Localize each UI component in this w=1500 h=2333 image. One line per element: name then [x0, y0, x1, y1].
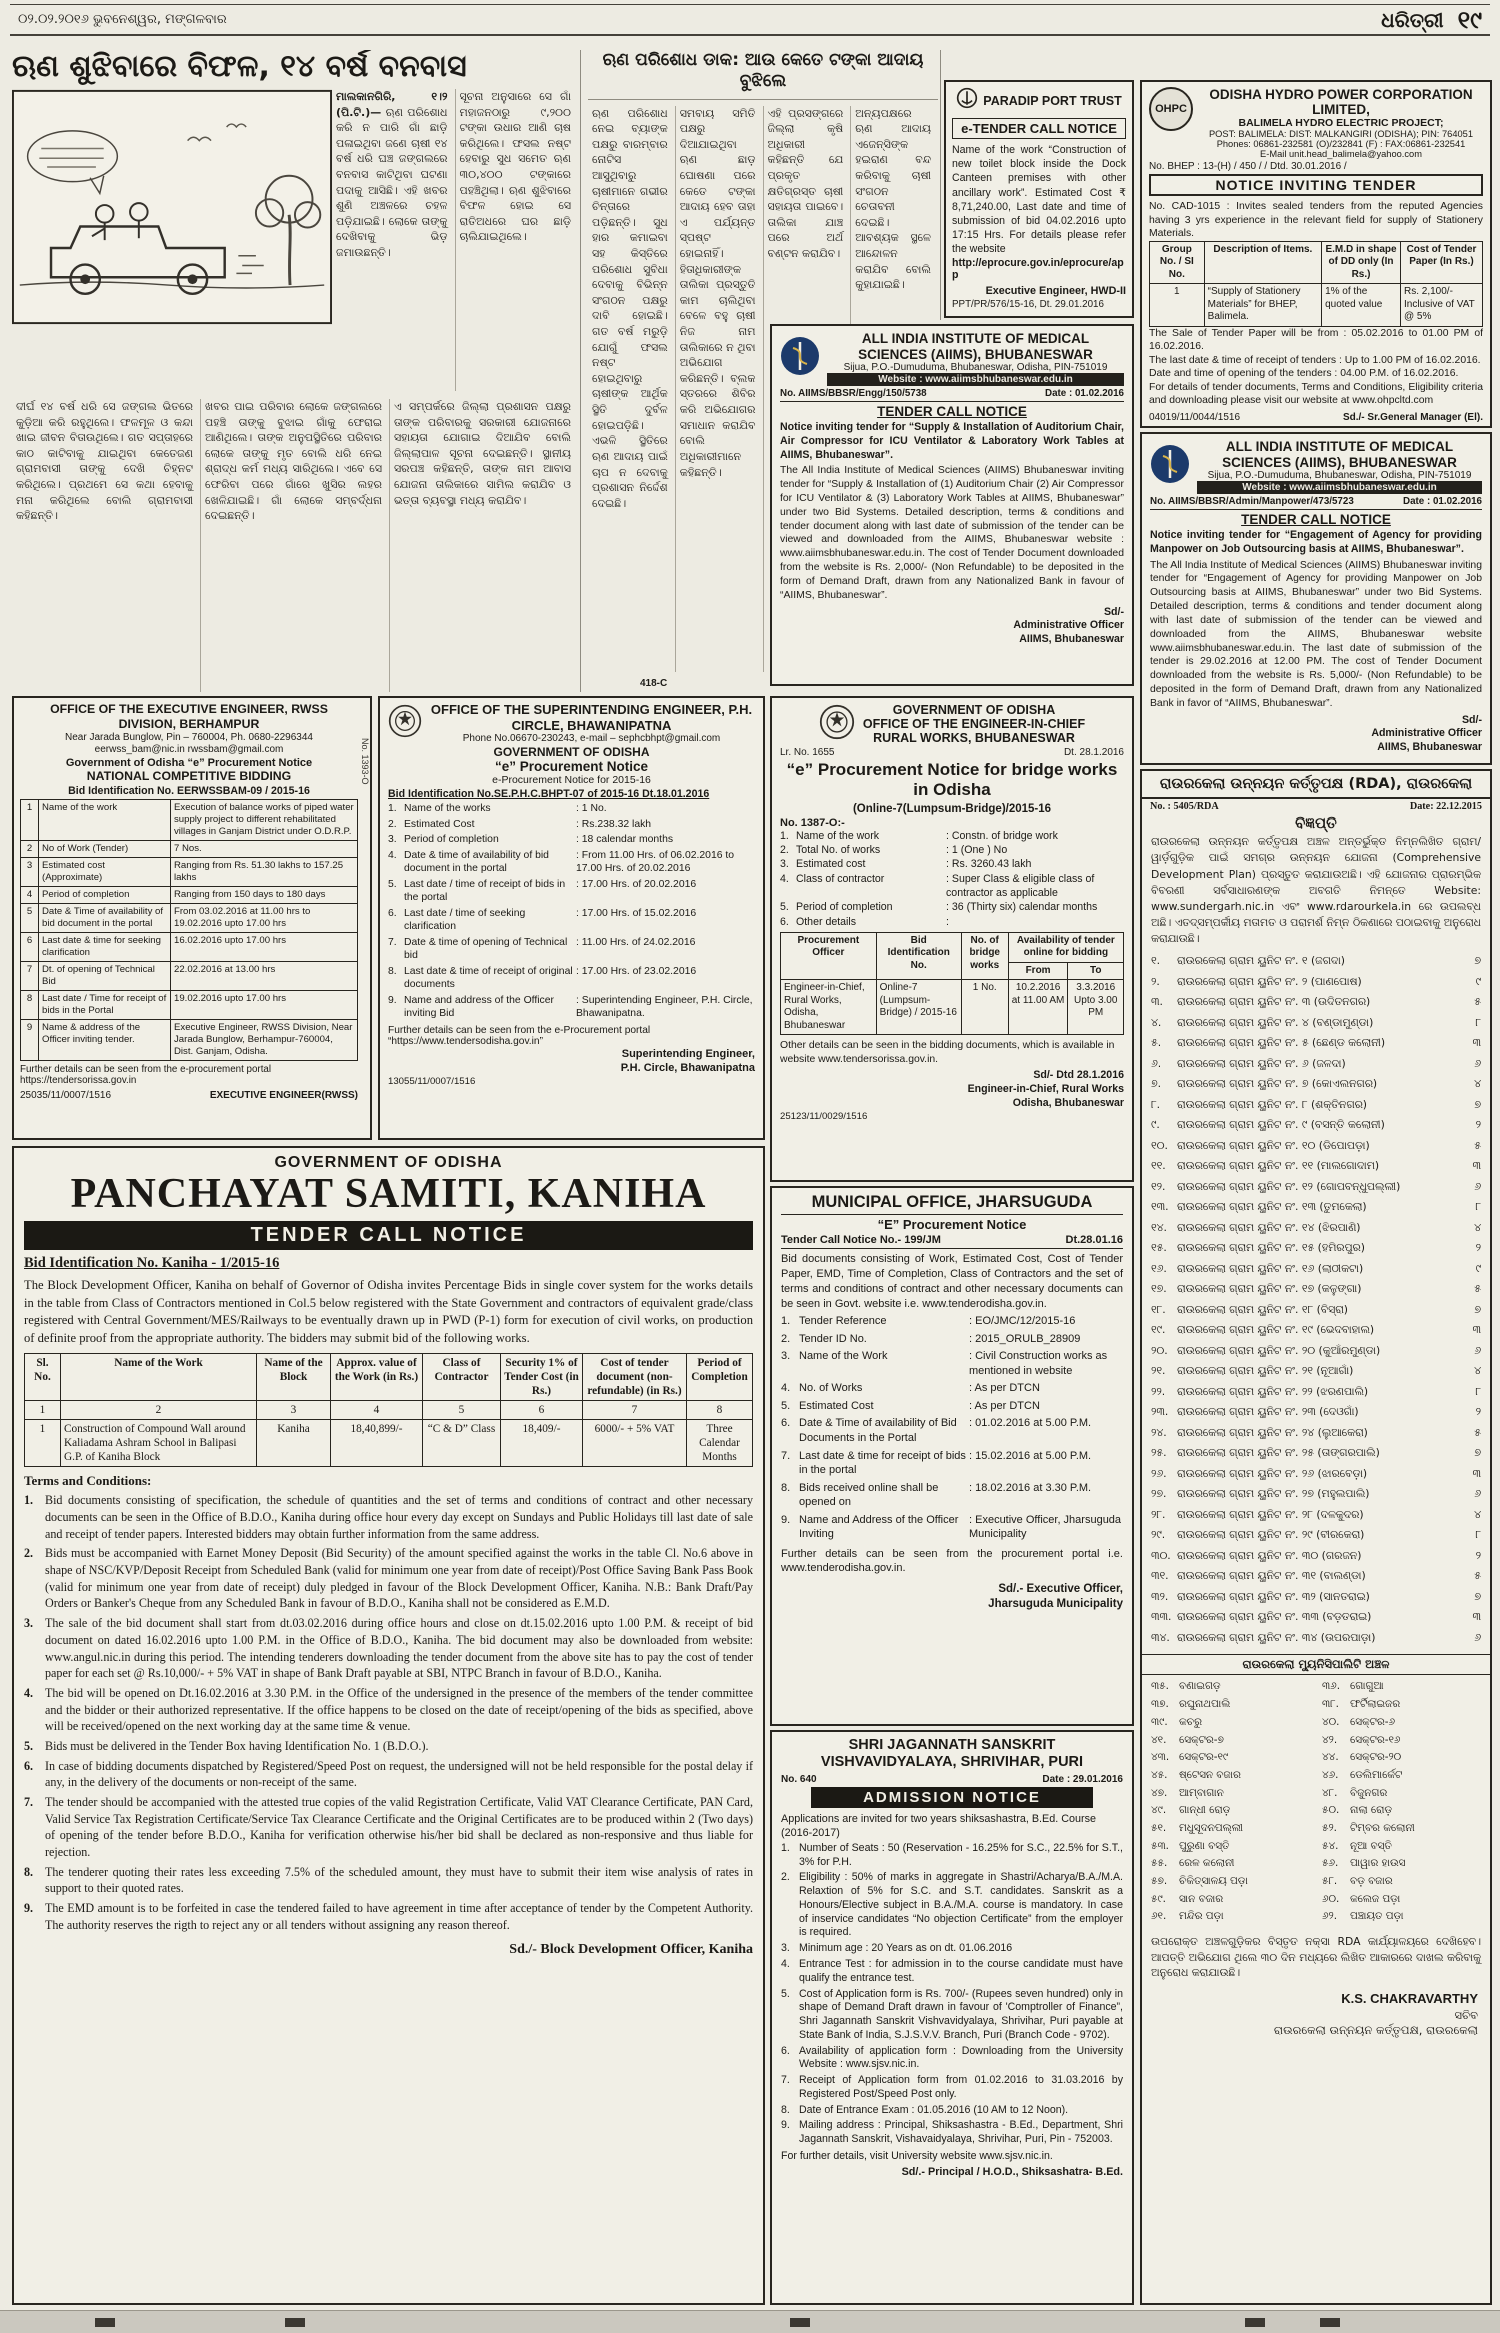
notice-body: The All India Institute of Medical Sciences (AIIMS) Bhubaneswar inviting tender for “Engagement of Agency for providing Manpower on Job Outsourcing basis at AIIMS, Bhubaneswar” under two Bid Systems. Detailed description, terms & conditions and tender document along with last date of submission of the tender can be viewed and downloaded from the AIIMS, Bhubaneswar website www.aiimsbhubaneswar.edu.in. The last date of submission of the tender is 29.02.2016 at 12.00 PM. The cost of Tender Document downloaded from the website is Rs. 5,000/- (Non Refundable) to be deposited in the form of Demand Draft, drawn from any Nationalized Bank in favor of “AIIMS, Bhubaneswar”. — [1150, 559, 1482, 709]
list-item: ୫. ରାଉରକେଲା ଗ୍ରାମ ୟୁନିଟ ନଂ. ୫ (ଛେଣ୍ଡ କଲୋନୀ) ୩ — [1151, 1036, 1481, 1050]
list-item: 3. Period of completion : 18 calendar months — [388, 834, 674, 846]
ohpc-tender-table — [1149, 241, 1483, 327]
list-item: 1. Name of the works : 1 No. — [388, 803, 607, 815]
list-item: ୨୭. ରାଉରକେଲା ଗ୍ରାମ ୟୁନିଟ ନଂ. ୨୭ (ମହୁଲପାଲି) ୬ — [1151, 1487, 1481, 1501]
notice-closing: ଉପରୋକ୍ତ ଅଞ୍ଚଳଗୁଡ଼ିକର ବିସ୍ତୃତ ନକ୍ସା RDA କାର୍ଯ୍ୟାଳୟରେ ଦେଖିହେବ। ଆପତ୍ତି ଅଭିଯୋଗ ଥିଲେ ୩୦ ଦିନ ମଧ୍ୟରେ ଲିଖିତ ଆକାରରେ ଦାଖଲ କରିବାକୁ ଅନୁରୋଧ କରାଯାଉଛି। — [1151, 1935, 1481, 1980]
notice-intro: Bid documents consisting of Work, Estimated Cost, Cost of Tender Paper, EMD, Time of Completion, Class of Contractors and the set of terms and conditions of contract and other necessary documents can be seen in Govt. website i.e. www.tenderodisha.gov.in. — [781, 1253, 1123, 1310]
list-item: 3. Estimated cost : Rs. 3260.43 lakh — [780, 858, 1032, 871]
notice-details-list — [781, 1314, 1123, 1541]
table-row: 1 “Supply of Stationery Materials” for BHEP, Balimela. 1% of the quoted value Rs. 2,100/- Inclusive of VAT @ 5% — [1150, 284, 1483, 327]
org-phone: Phone No.06670-230243, e-mail – sephcbhpt@gmail.com — [462, 733, 721, 745]
org-website: Website : www.aiimsbhubaneswar.edu.in — [1197, 481, 1482, 494]
list-item: ୧୭. ରାଉରକେଲା ଗ୍ରାମ ୟୁନିଟ ନଂ. ୧୭ (କଳୁଙ୍ଗା) ୫ — [1151, 1282, 1481, 1296]
table-row: 4 Period of completion Ranging from 150 days to 180 days — [21, 887, 358, 904]
signatory: Administrative Officer — [1371, 727, 1482, 740]
table-row: 8 Last date / Time for receipt of bids in the Portal 19.02.2016 upto 17.00 hrs — [21, 991, 358, 1020]
org-name-2: RURAL WORKS, BHUBANESWAR — [873, 731, 1075, 745]
list-item: ୫୧. ମଧୁସୂଦନପଲ୍ଲୀ — [1151, 1821, 1244, 1834]
tender-notice-ohpc — [1140, 80, 1492, 428]
list-item: ୫୪. ନୂଆ ବସ୍ତି — [1322, 1839, 1392, 1852]
org-name: ରାଉରକେଲା ଉନ୍ନୟନ କର୍ତ୍ତୃପକ୍ଷ (RDA), ରାଉରକେଲା — [1142, 771, 1490, 799]
list-item: ୧୮. ରାଉରକେଲା ଗ୍ରାମ ୟୁନିଟ ନଂ. ୧୮ (ବିସ୍ରା) ୭ — [1151, 1302, 1481, 1316]
notice-title: “E” Procurement Notice — [877, 1217, 1027, 1232]
table-number-row: 1 2 3 4 5 6 7 8 — [25, 1400, 753, 1419]
notice-date: Dt. 28.1.2016 — [1063, 747, 1124, 758]
list-item: 3. Minimum age : 20 Years as on dt. 01.06.2016 — [781, 1942, 1013, 1955]
org-name: ALL INDIA INSTITUTE OF MEDICAL SCIENCES (AIIMS), BHUBANESWAR — [1222, 439, 1457, 470]
list-item: ୨୦. ରାଉରକେଲା ଗ୍ରାମ ୟୁନିଟ ନଂ. ୨୦ (କୁଆଁରମୁଣ୍ଡା) ୬ — [1151, 1343, 1481, 1357]
list-item: ୩୦. ରାଉରକେଲା ଗ୍ରାମ ୟୁନିଟ ନଂ. ୩୦ (ଗରଜନ) ୨ — [1151, 1548, 1481, 1562]
notice-title: e-TENDER CALL NOTICE — [952, 118, 1126, 139]
list-item: ୫୭. ଚିକିତ୍ସାଳୟ ପଡ଼ା — [1151, 1875, 1248, 1887]
signatory: Sd./- Block Development Officer, Kaniha — [509, 1941, 753, 1957]
list-item: 3. The sale of the bid document shall start from dt.03.02.2016 during office hours and close on dt.15.02.2016 upto 1.00 P.M. & receipt of bid document on dated 16.02.2016 upto 1.00 P.M. in the Office of B.D.O., Kaniha. The bid document may also be downloaded from website: www.angul.nic.in during this period. The intending tenderers downloading the tender document from the above site has to pay the cost of tender paper for each set @ Rs.10,000/- + 5% VAT in shape of Bank Draft payable at SBI, NTPC Branch in favour of B.D.O., Kaniha. — [24, 1616, 753, 1681]
list-item: 1. Number of Seats : 50 (Reservation - 16.25% for S.C., 22.5% for S.T., 3% for P.H. — [781, 1841, 1123, 1868]
list-item: ୫୨. ଟିମ୍ବର କଲୋନୀ — [1322, 1821, 1415, 1834]
list-item: ୬. ରାଉରକେଲା ଗ୍ରାମ ୟୁନିଟ ନଂ. ୬ (ଜଳଦା) ୬ — [1151, 1056, 1481, 1070]
list-item: ୩୨. ରାଉରକେଲା ଗ୍ରାମ ୟୁନିଟ ନଂ. ୩୨ (ସାନତରାଇ) ୭ — [1151, 1589, 1481, 1603]
notice-intro: No. CAD-1015 : Invites sealed tenders from the reputed Agencies having 3 yrs experience in the relevant field for supply of Stationery Materials. — [1149, 201, 1483, 240]
press-code: 13055/11/0007/1516 — [388, 1075, 476, 1087]
letter-number: Lr. No. 1655 — [780, 747, 835, 758]
org-name: SHRI JAGANNATH SANSKRIT VISHVAVIDYALAYA, SHRIVIHAR, PURI — [820, 1737, 1084, 1771]
signatory-org: P.H. Circle, Bhawanipatna — [620, 1062, 755, 1075]
article-column: ଋଣ ପରିଶୋଧ ନେଇ ବ୍ୟାଙ୍କ ପକ୍ଷରୁ ବାରମ୍ବାର ନୋଟିସ ଆସୁଥିବାରୁ ଚାଷୀମାନେ ଗଭୀର ଚିନ୍ତାରେ ପଡ଼ିଛନ୍ତି। ସୁଧ ହାର କମାଇବା ସହ କିସ୍ତିରେ ପରିଶୋଧ ସୁବିଧା ଦେବାକୁ ବିଭିନ୍ନ ସଂଗଠନ ପକ୍ଷରୁ ଦାବି ହୋଇଛି। ଗତ ବର୍ଷ ମରୁଡ଼ି ଯୋଗୁଁ ଫସଲ ନଷ୍ଟ ହୋଇଥିବାରୁ ଚାଷୀଙ୍କ ଆର୍ଥିକ ସ୍ଥିତି ଦୁର୍ବଳ ହୋଇପଡ଼ିଛି। ଏଭଳି ସ୍ଥିତିରେ ଋଣ ଆଦାୟ ପାଇଁ ଚାପ ନ ଦେବାକୁ ପ୍ରଶାସନ ନିର୍ଦ୍ଦେଶ ଦେଇଛି। — [588, 106, 676, 672]
admission-notice-sanskrit-university — [770, 1730, 1134, 2305]
org-address: Sijua, P.O.-Dumuduma, Bhubaneswar, Odisha, PIN-751019 — [1207, 470, 1472, 482]
press-code: 25035/11/0007/1516 — [20, 1089, 112, 1101]
signatory-org: AIIMS, Bhubaneswar — [1019, 633, 1124, 646]
article-column: ଖବର ପାଇ ପରିବାର ଲୋକେ ଜଙ୍ଗଲରେ ପହଞ୍ଚି ତାଙ୍କୁ ବୁଝାଇ ଗାଁକୁ ଫେରାଇ ଆଣିଥିଲେ। ତାଙ୍କ ଅନୁପସ୍ଥିତିରେ ପରିବାର ଲୋକେ ତାଙ୍କୁ ମୃତ ବୋଲି ଧରି ନେଇ ଶ୍ରାଦ୍ଧ କର୍ମ ମଧ୍ୟ ସାରିଥିଲେ। ଏବେ ସେ ଫେରିବା ପରେ ଗାଁରେ ଖୁସିର ଲହର ଖେଳିଯାଇଛି। ଗାଁ ଲୋକେ ସମ୍ବର୍ଦ୍ଧନା ଦେଇଛନ୍ତି। — [201, 399, 390, 692]
org-name: PANCHAYAT SAMITI, KANIHA — [70, 1171, 707, 1217]
org-address: Sijua, P.O.-Dumuduma, Bhubaneswar, Odisha, PIN-751019 — [843, 362, 1108, 374]
tender-notice-jharsuguda — [770, 1186, 1134, 1726]
reference-number: No. AIIMS/BBSR/Admin/Manpower/473/5723 — [1150, 496, 1354, 508]
list-item: ୩. ରାଉରକେଲା ଗ୍ରାମ ୟୁନିଟ ନଂ. ୩ (ଉଦିତନଗର) ୫ — [1151, 995, 1481, 1009]
bid-identification: Bid Identification No. EERWSSBAM-09 / 2015-16 — [68, 785, 310, 798]
signatory-org: Odisha, Bhubaneswar — [1012, 1096, 1124, 1109]
signatory: Engineer-in-Chief, Rural Works — [967, 1083, 1124, 1096]
list-item: ୪୨. ସେକ୍ଟର-୧୬ — [1322, 1733, 1401, 1746]
org-phones: Phones: 06861-232581 (O)/232841 (F) : FAX:06861-232541 — [1216, 139, 1466, 149]
project-name: BALIMELA HYDRO ELECTRIC PROJECT; — [1238, 117, 1444, 129]
masthead-date: ୦୨.୦୨.୨୦୧୬ ଭୁବନେଶ୍ୱର, ମଙ୍ଗଳବାର — [18, 12, 227, 27]
list-item: 6. In case of bidding documents dispatched by Registered/Speed Post on request, the undersigned will not be held responsible for the postal delay if any, in the delivery of the documents or non-receipt of the same. — [24, 1758, 753, 1790]
table-row: 1 Construction of Compound Wall around Kaliadama Ashram School in Balipasi G.P. of Kaniha Block Kaniha 18,40,899/- “C & D” Class 18,409/- 6000/- + 5% VAT Three Calendar Months — [25, 1420, 753, 1467]
notice-title: ADMISSION NOTICE — [811, 1787, 1093, 1808]
portal-note: Further details can be seen from the e-Procurement portal “https://www.tendersodisha.gov.in” — [388, 1024, 651, 1047]
list-item: ୪୬. ଡେଲିମାର୍କେଟ — [1322, 1768, 1403, 1781]
org-name: MUNICIPAL OFFICE, JHARSUGUDA — [781, 1193, 1123, 1215]
table-header-row-2: From To — [781, 962, 1124, 980]
other-details-note: Other details can be seen in the bidding documents, which is available in website www.tendersorissa.gov.in. — [780, 1040, 1115, 1065]
list-item: ୧୨. ରାଉରକେଲା ଗ୍ରାମ ୟୁନିଟ ନଂ. ୧୨ (ଗୋପବନ୍ଧୁପଲ୍ଲୀ) ୬ — [1151, 1179, 1481, 1193]
terms-title: Terms and Conditions: — [24, 1473, 152, 1489]
tender-notice-aiims-manpower — [1140, 432, 1492, 765]
reference-number: No. 640 — [781, 1773, 817, 1785]
notice-subject: Notice inviting tender for “Engagement of Agency for providing Manpower on Job Outsourcing basis at AIIMS, Bhubaneswar”. — [1150, 529, 1482, 555]
notice-subtitle: (Online-7(Lumpsum-Bridge)/2015-16 — [852, 802, 1052, 815]
press-code: 25123/11/0029/1516 — [780, 1110, 868, 1122]
reference-number: No. : 5405/RDA — [1150, 801, 1219, 813]
signatory: Superintending Engineer, — [621, 1047, 755, 1060]
list-item: 6. Last date / time of seeking clarification : 17.00 Hrs. of 15.02.2016 — [388, 907, 697, 933]
org-address: Near Jarada Bunglow, Pin – 760004, Ph. 0680-2296344 — [65, 731, 313, 743]
list-item: ୧୬. ରାଉରକେଲା ଗ୍ରାମ ୟୁନିଟ ନଂ. ୧୬ (ଲାଠୀକଟା) ୯ — [1151, 1261, 1481, 1275]
rwss-details-table — [20, 799, 358, 1061]
reference-number: PPT/PR/576/15-16, Dt. 29.01.2016 — [952, 298, 1104, 310]
details-note: For details of tender documents, Terms and Conditions, Eligibility criteria and downloading please visit our website at www.ohpcltd.com — [1149, 381, 1483, 407]
list-item: ୧୫. ରାଉରକେଲା ଗ୍ରାମ ୟୁନିଟ ନଂ. ୧୫ (ହମିରପୁର) ୨ — [1151, 1241, 1481, 1255]
notice-number: No. 1387-O:- — [780, 816, 845, 829]
terms-list — [24, 1492, 753, 1933]
list-item: ୪୪. ସେକ୍ଟର-୨୦ — [1322, 1751, 1402, 1764]
list-item: ୮. ରାଉରକେଲା ଗ୍ରାମ ୟୁନିଟ ନଂ. ୮ (ଶକ୍ତିନଗର) ୭ — [1151, 1097, 1481, 1111]
org-name: OFFICE OF THE SUPERINTENDING ENGINEER, P.H. CIRCLE, BHAWANIPATNA — [430, 702, 753, 733]
list-item: ୩୬. ଗୋଗୁଆ — [1322, 1680, 1384, 1693]
list-item: 5. Estimated Cost : As per DTCN — [781, 1399, 1040, 1412]
list-item: ୨୯. ରାଉରକେଲା ଗ୍ରାମ ୟୁନିଟ ନଂ. ୨୯ (ବୀରକେରା) ୮ — [1151, 1528, 1481, 1542]
signatory: Sd./- Sr.General Manager (El). — [1342, 411, 1483, 423]
admission-details-list — [781, 1842, 1123, 2147]
list-item: 2. Tender ID No. : 2015_ORULB_28909 — [781, 1332, 1081, 1345]
list-item: 7. Receipt of Application form from 01.02.2016 to 31.03.2016 by Registered Post/Speed Post only. — [781, 2074, 1123, 2100]
list-item: 2. Estimated Cost : Rs.238.32 lakh — [388, 818, 652, 830]
list-item: 5. Last date / time of receipt of bids in the portal : 17.00 Hrs. of 20.02.2016 — [388, 878, 697, 904]
page-edge-strip — [0, 2310, 1500, 2333]
table-header-row: Group No. / SI No. Description of Items. E.M.D in shape of DD only (In Rs.) Cost of Tender Paper (In Rs.) — [1150, 241, 1483, 284]
signatory-title: ସଚିବ — [1454, 2007, 1478, 2022]
article-column — [332, 89, 456, 391]
list-item: 8. Last date & time of receipt of original documents : 17.00 Hrs. of 23.02.2016 — [388, 965, 697, 991]
gov-line: Government of Odisha “e” Procurement Notice — [65, 756, 313, 769]
list-item: 1. Bid documents consisting of specification, the schedule of quantities and the set of terms and conditions of contract and other necessary documents can be seen in the Office of B.D.O., Kaniha during office hour every day except on Sundays and Public Holidays till last date of sale and receipt of tender papers. Interested bidders may obtain further information from the same address. — [24, 1493, 753, 1541]
ad-code: 418-C — [640, 678, 668, 689]
list-item: ୫୮. ବଡ଼ ବଜାର — [1322, 1875, 1393, 1887]
column-rule — [940, 50, 941, 320]
org-name: OFFICE OF THE ENGINEER-IN-CHIEF — [862, 717, 1086, 731]
notice-details-list — [388, 802, 755, 1021]
notice-intro: The Block Development Officer, Kaniha on behalf of Governor of Odisha invites Percentage Bids in single cover system for the works details in the table from Class of Contractors mentioned in Col.5 below registered with the State Government and contractors of equivalent grade/class registered with Central Government/MES/Railways to be eventually drawn up in PWD (P-1) form for execution of civil works, on production of definite proof from the appropriate authority. The bidders may submit bid of the following works. — [24, 1278, 753, 1345]
press-code: 04019/11/0044/1516 — [1149, 411, 1241, 423]
list-item: 9. Name and Address of the Officer Inviting : Executive Officer, Jharsuguda Municipality — [781, 1513, 1122, 1541]
list-item: ୨୨. ରାଉରକେଲା ଗ୍ରାମ ୟୁନିଟ ନଂ. ୨୨ (ଝରଣପାଲି) ୮ — [1151, 1384, 1481, 1398]
website-url: http://eprocure.gov.in/eprocure/app — [952, 256, 1124, 281]
list-item: ୧୦. ରାଉରକେଲା ଗ୍ରାମ ୟୁନିଟ ନଂ. ୧୦ (ଡିପୋପଡ଼ା) ୫ — [1151, 1138, 1481, 1152]
list-item: ୨୮. ରାଉରକେଲା ଗ୍ରାମ ୟୁନିଟ ନଂ. ୨୮ (ଦଳକୁଦର) ୪ — [1151, 1507, 1481, 1521]
org-email: E-Mail unit.head_balimela@yahoo.com — [1260, 149, 1422, 159]
org-name: ALL INDIA INSTITUTE OF MEDICAL SCIENCES (AIIMS), BHUBANESWAR — [858, 331, 1093, 362]
paradip-port-logo — [956, 87, 978, 114]
list-item: 9. Name and address of the Officer inviting Bid : Superintending Engineer, P.H. Circle, Bhawanipatna. — [388, 994, 753, 1020]
list-item: ୪୩. ସେକ୍ଟର-୧୯ — [1151, 1751, 1229, 1764]
list-item: ୪୭. ଆମ୍ବାଗାନ — [1151, 1786, 1224, 1799]
notice-closing: For further details, visit University website www.sjsv.nic.in. — [781, 2149, 1053, 2162]
list-item: ୨. ରାଉରକେଲା ଗ୍ରାମ ୟୁନିଟ ନଂ. ୨ (ପାଣପୋଷ) ୯ — [1151, 974, 1481, 988]
list-item: ୬୨. ପଞ୍ଚାୟତ ପଡ଼ା — [1322, 1910, 1404, 1923]
article-column: ସମବାୟ ସମିତି ପକ୍ଷରୁ ଦିଆଯାଇଥିବା ଋଣ ଛାଡ଼ ଘୋଷଣା ପରେ କେତେ ଟଙ୍କା ଆଦାୟ ହେବ ତାହା ଏ ପର୍ଯ୍ୟନ୍ତ ସ୍ପଷ୍ଟ ହୋଇନାହିଁ। ହିତାଧିକାରୀଙ୍କ ତାଲିକା ପ୍ରସ୍ତୁତି କାମ ଚାଲିଥିବା ବେଳେ ବହୁ ଚାଷୀ ନିଜ ନାମ ତାଲିକାରେ ନ ଥିବା ଅଭିଯୋଗ କରିଛନ୍ତି। ବ୍ଲକ ସ୍ତରରେ ଶିବିର କରି ଅଭିଯୋଗର ସମାଧାନ କରାଯିବ ବୋଲି ଅଧିକାରୀମାନେ କହିଛନ୍ତି। — [676, 106, 764, 672]
list-item: 4. The bid will be opened on Dt.16.02.2016 at 3.30 P.M. in the Office of the undersigned in the presence of the members of the tender committee and the bidder or their authorized representative. If the office happens to be closed on the date of receipt/opening of the bids as specified, above will be received/opened on the next working day at the same time & venue. — [24, 1685, 753, 1734]
notice-intro: ରାଉରକେଲା ଉନ୍ନୟନ କର୍ତ୍ତୃପକ୍ଷ ଅଞ୍ଚଳ ଅନ୍ତର୍ଭୁକ୍ତ ନିମ୍ନଲିଖିତ ଗ୍ରାମ/ୱାର୍ଡ଼ଗୁଡ଼ିକ ପାଇଁ ସମଗ୍ର ଉନ୍ନୟନ ଯୋଜନା (Comprehensive Development Plan) ପ୍ରସ୍ତୁତ କରାଯାଉଅଛି। ଏହି ଯୋଜନାର ପ୍ରାରମ୍ଭିକ ବିବରଣୀ ସର୍ବସାଧାରଣଙ୍କ ଅବଗତି ନିମନ୍ତେ Website: www.sundergarh.nic.in ଏବଂ www.rdarourkela.in ରେ ଉପଲବ୍ଧ ଅଛି। ଏତଦ୍‌ସମ୍ପର୍କୀୟ ମତାମତ ଓ ପରାମର୍ଶ ନିମ୍ନ ଠିକଣାରେ ପଠାଇବାକୁ ଅନୁରୋଧ କରାଯାଉଛି। — [1151, 835, 1481, 946]
cartoon-illustration — [12, 89, 332, 391]
sublist-title: ରାଉରକେଲା ମ୍ୟୁନିସିପାଲିଟି ଅଞ୍ଚଳ — [1142, 1654, 1490, 1675]
tender-call-number: Tender Call Notice No.- 199/JM — [781, 1234, 941, 1246]
portal-note: Further details can be seen from the procurement portal i.e. www.tenderodisha.gov.in. — [781, 1547, 1123, 1575]
signatory-name: K.S. CHAKRAVARTHY — [1341, 1990, 1478, 2006]
list-item: 9. The EMD amount is to be forfeited in case the tendered failed to have agreement in time after acceptance of tender by the Competent Authority. The authority reserves the rigth to reject any or all tenders without assigning any reason thereof. — [24, 1901, 753, 1932]
list-item: ୨୪. ରାଉରକେଲା ଗ୍ରାମ ୟୁନିଟ ନଂ. ୨୪ (ଲୁଆକେରା) ୫ — [1151, 1425, 1481, 1439]
list-item: 4. Class of contractor : Super Class & eligible class of contractor as applicable — [780, 872, 1095, 899]
list-item: ୭. ରାଉରକେଲା ଗ୍ରାମ ୟୁନିଟ ନଂ. ୭ (କୋଏଲନଗର) ୪ — [1151, 1077, 1481, 1091]
article-loan-exile — [12, 50, 578, 692]
list-item: 3. Name of the Work : Civil Construction works as mentioned in website — [781, 1350, 1108, 1377]
signatory-org: Jharsuguda Municipality — [988, 1598, 1123, 1611]
list-item: 6. Availability of application form : Downloading from the University Website : www.sjsv.nic.in. — [781, 2044, 1123, 2071]
org-email: eerwss_bam@nic.in rwssbam@gmail.com — [94, 744, 284, 755]
list-item: ୪. ରାଉରକେଲା ଗ୍ରାମ ୟୁନିଟ ନଂ. ୪ (ବଣ୍ଡାମୁଣ୍ଡା) ୮ — [1151, 1015, 1481, 1029]
column-rule — [580, 50, 581, 692]
notice-title: TENDER CALL NOTICE — [24, 1221, 753, 1250]
list-item: 1. Tender Reference : EO/JMC/12/2015-16 — [781, 1315, 1076, 1328]
list-item: ୪୮. ବିଜୁନଗର — [1322, 1786, 1388, 1799]
table-row: 5 Date & Time of availability of bid document in the portal From 03.02.2016 at 11.00 hrs to 19.02.2016 upto 17.00 hrs — [21, 904, 358, 933]
list-item: ୪୫. ଷ୍ଟେସନ ବଜାର — [1151, 1768, 1241, 1781]
notice-title: TENDER CALL NOTICE — [877, 404, 1027, 420]
list-item: 2. Total No. of works : 1 (One ) No — [780, 844, 1008, 857]
portal-note: Further details can be seen from the e-procurement portal https://tendersorissa.gov.in — [20, 1063, 272, 1086]
notice-title: TENDER CALL NOTICE — [1241, 512, 1391, 528]
list-item: ୨୫. ରାଉରକେଲା ଗ୍ରାମ ୟୁନିଟ ନଂ. ୨୫ (ତାଙ୍ଗରପାଲି) ୭ — [1151, 1446, 1481, 1460]
tender-notice-ph-circle — [378, 696, 765, 1140]
odisha-seal-icon — [388, 704, 422, 743]
bid-identification: Bid Identification No. Kaniha - 1/2015-16 — [24, 1255, 280, 1272]
list-item: ୩୭. ରଘୁନାଥପାଲି — [1151, 1698, 1231, 1711]
list-item: ୧୯. ରାଉରକେଲା ଗ୍ରାମ ୟୁନିଟ ନଂ. ୧୯ (ଭେଦବାହାଲ) ୩ — [1151, 1323, 1481, 1337]
table-row: Engineer-in-Chief, Rural Works, Odisha, Bhubaneswar Online-7 (Lumpsum-Bridge) / 2015-16 1 No. 10.2.2016 at 11.00 AM 3.3.2016 Upto 3.00 PM — [781, 980, 1124, 1035]
org-name: PARADIP PORT TRUST — [983, 93, 1122, 108]
list-item: 5. Period of completion : 36 (Thirty six) calendar months — [780, 901, 1098, 914]
notice-subtitle: e-Procurement Notice for 2015-16 — [492, 774, 651, 787]
list-item: ୧୩. ରାଉରକେଲା ଗ୍ରାମ ୟୁନିଟ ନଂ. ୧୩ (ତୁମକେଲା) ୮ — [1151, 1200, 1481, 1214]
tender-notice-aiims-equipment — [770, 324, 1134, 686]
list-item: 9. Mailing address : Principal, Shiksashastra - B.Ed., Department, Shri Jagannath Sanskrit, Vishavaidyalaya, Shrivihar, Puri, Pin - 752003. — [781, 2119, 1123, 2146]
notice-date: Date : 29.01.2016 — [1042, 1773, 1123, 1785]
list-item: ୩୮. ଫର୍ଟିଲାଇଜର — [1322, 1698, 1401, 1711]
bidding-type: NATIONAL COMPETITIVE BIDDING — [86, 768, 292, 783]
aiims-logo — [780, 336, 820, 381]
org-website: Website : www.aiimsbhubaneswar.edu.in — [827, 373, 1124, 386]
kaniha-works-table — [24, 1353, 753, 1468]
list-item: 6. Other details : — [780, 915, 949, 928]
signatory-org: AIIMS, Bhubaneswar — [1377, 741, 1482, 754]
list-item: 8. The tenderer quoting their rates less exceeding 7.5% of the scheduled amount, they must have to submit their item wise analysis of rates in support to their quoted rates. — [24, 1864, 753, 1896]
article-column: ଦୀର୍ଘ ୧୪ ବର୍ଷ ଧରି ସେ ଜଙ୍ଗଲ ଭିତରେ କୁଡ଼ିଆ କରି ରହୁଥିଲେ। ଫଳମୂଳ ଓ କନ୍ଦା ଖାଇ ଜୀବନ ବିତାଉଥିଲେ। ଗତ ସପ୍ତାହରେ କାଠ କାଟିବାକୁ ଯାଇଥିବା କେତେଜଣ ଗ୍ରାମବାସୀ ତାଙ୍କୁ ଦେଖି ଚିହ୍ନଟ କରିଥିଲେ। ପ୍ରଥମେ ସେ କଥା ହେବାକୁ ମନା କରିଥିଲେ ବୋଲି ଗ୍ରାମବାସୀ କହିଛନ୍ତି। — [12, 399, 201, 692]
list-item: ୧୧. ରାଉରକେଲା ଗ୍ରାମ ୟୁନିଟ ନଂ. ୧୧ (ମାଲଗୋଦାମ) ୩ — [1151, 1159, 1481, 1173]
gov-line: GOVERNMENT OF ODISHA — [493, 745, 650, 760]
list-item: ୯. ରାଉରକେଲା ଗ୍ରାମ ୟୁନିଟ ନଂ. ୯ (ବସନ୍ତି କଲୋନୀ) ୨ — [1151, 1118, 1481, 1132]
table-header-row: Sl. No. Name of the Work Name of the Block Approx. value of the Work (in Rs.) Class of Contractor Security 1% of Tender Cost (in Rs.) Cost of tender document (non-refundable) (in Rs.) Period of Completion — [25, 1353, 753, 1400]
notice-title: NOTICE INVITING TENDER — [1149, 174, 1483, 196]
article-dateline: ମାଲକାନଗିରି, ୧।୨ (ପି.ଟି.)— — [336, 90, 448, 119]
notice-intro: Applications are invited for two years shiksashastra, B.Ed. Course (2016-2017) — [781, 1812, 1097, 1839]
article-column: ଅନ୍ୟପକ୍ଷରେ ଋଣ ଆଦାୟ ଏଜେନ୍ସିଙ୍କ ହଇରାଣ ବନ୍ଦ କରିବାକୁ ଚାଷୀ ସଂଗଠନ ଚେତାବନୀ ଦେଇଛି। ଆବଶ୍ୟକ ସ୍ଥଳେ ଆନ୍ଦୋଳନ କରାଯିବ ବୋଲି କୁହାଯାଇଛି। — [855, 106, 931, 292]
locality-list — [1142, 951, 1490, 1648]
bridge-tender-table — [780, 932, 1124, 1036]
odisha-seal-icon — [819, 704, 855, 745]
table-row: 9 Name & address of the Officer inviting tender. Executive Engineer, RWSS Division, Near Jarada Bunglow, Berhampur-760004, Dist. Ganjam, Odisha. — [21, 1020, 358, 1061]
notice-date: Date : 01.02.2016 — [1403, 496, 1482, 508]
table-row: 7 Dt. of opening of Technical Bid 22.02.2016 at 13.00 hrs — [21, 962, 358, 991]
list-item: ୩୧. ରାଉରକେଲା ଗ୍ରାମ ୟୁନିଟ ନଂ. ୩୧ (ବାଲଣ୍ଡା) ୫ — [1151, 1569, 1481, 1583]
article-headline: ଋଣ ଶୁଝିବାରେ ବିଫଳ, ୧୪ ବର୍ଷ ବନବାସ — [12, 50, 467, 84]
org-address: POST: BALIMELA: DIST: MALKANGIRI (ODISHA); PIN: 764051 — [1208, 129, 1473, 139]
list-item: ୩୯. କଚରୁ — [1151, 1715, 1202, 1728]
list-item: ୫୫. ରେଳ କଲୋନୀ — [1151, 1857, 1235, 1870]
list-item: 6. Date & Time of availability of Bid Documents in the Portal : 01.02.2016 at 5.00 P.M. — [781, 1417, 1092, 1444]
last-date: The last date & time of receipt of tenders : Up to 1.00 PM of 16.02.2016. — [1149, 354, 1481, 366]
column-code: No. 1393-O — [360, 738, 370, 785]
reference-number: No. AIIMS/BBSR/Engg/150/5738 — [780, 388, 927, 400]
list-item: 4. Entrance Test : for admission in to the course candidate must have qualify the entrance test. — [781, 1957, 1123, 1984]
tender-notice-rwss-berhampur — [12, 696, 372, 1140]
signatory: EXECUTIVE ENGINEER(RWSS) — [209, 1089, 358, 1101]
signatory: Executive Engineer, HWD-II — [985, 284, 1126, 297]
article-column: ଏହି ପ୍ରସଙ୍ଗରେ ଜିଲ୍ଲା କୃଷି ଅଧିକାରୀ କହିଛନ୍ତି ଯେ ପ୍ରକୃତ କ୍ଷତିଗ୍ରସ୍ତ ଚାଷୀ ସହାୟତା ପାଇବେ। ତାଲିକା ଯାଞ୍ଚ ପରେ ଅର୍ଥ ବଣ୍ଟନ କରାଯିବ। — [764, 106, 852, 326]
list-item: ୫୦. ନାଲା ରୋଡ଼ — [1322, 1804, 1393, 1817]
table-row: 2 No of Work (Tender) 7 Nos. — [21, 841, 358, 858]
signatory: Sd/.- Principal / H.O.D., Shiksashatra- B.Ed. — [901, 2165, 1123, 2178]
table-row: 3 Estimated cost (Approximate) Ranging from Rs. 51.30 lakhs to 157.25 lakhs — [21, 858, 358, 887]
list-item: ୩୩. ରାଉରକେଲା ଗ୍ରାମ ୟୁନିଟ ନଂ. ୩୩ (ବଡ଼ତରାଇ) ୩ — [1151, 1610, 1481, 1624]
notice-details-list — [780, 829, 1124, 929]
masthead-paper-name: ଧରିତ୍ରୀ — [1381, 7, 1444, 32]
ohpc-logo: OHPC — [1149, 87, 1193, 131]
article-column: ସୂଚନା ଅନୁସାରେ ସେ ଗାଁ ମହାଜନଠାରୁ ୯,୨୦୦ ଟଙ୍କା ଉଧାର ଆଣି ଚାଷ କରିଥିଲେ। ଫସଲ ନଷ୍ଟ ହେବାରୁ ସୁଧ ସମେତ ଋଣ ୩୦,୪୦୦ ଟଙ୍କାରେ ପହଞ୍ଚିଥିଲା। ଋଣ ଶୁଝିବାରେ ବିଫଳ ହୋଇ ସେ ରାତିଅଧରେ ଘର ଛାଡ଼ି ଚାଲିଯାଇଥିଲେ। — [459, 90, 571, 244]
signatory: Administrative Officer — [1013, 619, 1124, 632]
notice-rda-rourkela — [1140, 769, 1492, 2305]
signature-sd: Sd/- — [1103, 605, 1124, 618]
table-row: 6 Last date & time for seeking clarification 16.02.2016 upto 17.00 hrs — [21, 933, 358, 962]
list-item: ୩୫. ବଣାଇଗଡ଼ — [1151, 1680, 1221, 1693]
list-item: 4. Date & time of availability of bid document in the portal : From 11.00 Hrs. of 06.02.2016 to 17.00 Hrs. of 20.02.2016 — [388, 849, 735, 875]
list-item: 8. Bids received online shall be opened on : 18.02.2016 at 3.30 P.M. — [781, 1481, 1092, 1509]
list-item: 8. Date of Entrance Exam : 01.05.2016 (10 AM to 12 Noon). — [781, 2103, 1069, 2116]
list-item: ୪୯. ଗାନ୍ଧୀ ରୋଡ଼ — [1151, 1804, 1231, 1817]
signatory: Sd/.- Executive Officer, — [998, 1583, 1123, 1596]
signature-sd: Sd/- — [1461, 713, 1482, 726]
masthead — [10, 4, 1490, 36]
list-item: 5. Cost of Application form is Rs. 700/- (Rupees seven hundred) only in shape of Demand Draft drawn in favour of 'Comptroller of Finance”, Shri Jagannath Sanskrit Vishvavidyalaya, Shrivihar, Puri payable at State Bank of India, S.J.S.V.V. Branch, Puri (Branch Code - 9702). — [781, 1987, 1123, 2041]
aiims-logo — [1150, 444, 1190, 489]
list-item: ୬୧. ମନ୍ଦିର ପଡ଼ା — [1151, 1910, 1224, 1923]
list-item: ୪୦. ସେକ୍ଟର-୬ — [1322, 1715, 1396, 1728]
list-item: 5. Bids must be delivered in the Tender Box having Identification No. 1 (B.D.O.). — [24, 1738, 429, 1753]
article-headline: ଋଣ ପରିଶୋଧ ଡାକ: ଆଉ କେତେ ଟଙ୍କା ଆଦାୟ ବୁଝିଲେ — [588, 50, 938, 100]
article-column: ଏ ସମ୍ପର୍କରେ ଜିଲ୍ଲା ପ୍ରଶାସନ ପକ୍ଷରୁ ତାଙ୍କ ପରିବାରକୁ ସରକାରୀ ଯୋଜନାରେ ସହାୟତା ଯୋଗାଇ ଦିଆଯିବ ବୋଲି ଜିଲ୍ଲାପାଳ ସୂଚନା ଦେଇଛନ୍ତି। ସ୍ଥାନୀୟ ସରପଞ୍ଚ କହିଛନ୍ତି, ତାଙ୍କ ନାମ ଆବାସ ଯୋଜନା ତାଲିକାରେ ସାମିଲ କରାଯିବ ଓ ଭତ୍ତା ବ୍ୟବସ୍ଥା ମଧ୍ୟ କରାଯିବ। — [394, 400, 571, 507]
list-item: 7. Last date & time for receipt of bids in the portal : 15.02.2016 at 5.00 P.M. — [781, 1449, 1092, 1477]
list-item: ୧. ରାଉରକେଲା ଗ୍ରାମ ୟୁନିଟ ନଂ. ୧ (ଜଗଦା) ୭ — [1151, 954, 1481, 968]
list-item: 7. The tender should be accompanied with the attested true copies of the valid Registration Certificate, Valid VAT Clearance Certificate, PAN Card, Valid Service Tax Registration Certificate/Service Tax Clearance Certificate and the Original Certificates are to be produced within 2 (Two days) of opening of the tender before B.D.O., Kaniha for verification otherwise his/her bid shall be declared as non-responsive and thus liable for rejection. — [24, 1795, 753, 1860]
list-item: ୫୩. ପୁରୁଣା ବସ୍ତି — [1151, 1839, 1230, 1852]
list-item: 4. No. of Works : As per DTCN — [781, 1382, 1040, 1395]
locality-sublist — [1142, 1675, 1490, 1929]
reference-number: No. BHEP : 13-(H) / 450 / / Dtd. 30.01.2016 / — [1149, 161, 1347, 172]
notice-date: Date: 22.12.2015 — [1409, 801, 1482, 813]
list-item: ୨୧. ରାଉରକେଲା ଗ୍ରାମ ୟୁନିଟ ନଂ. ୨୧ (ନୂଆଗାଁ) ୪ — [1151, 1364, 1481, 1378]
gov-line: GOVERNMENT OF ODISHA — [274, 1154, 503, 1171]
signature-sd: Sd/- Dtd 28.1.2016 — [1033, 1069, 1124, 1082]
list-item: 7. Date & time of opening of Technical bid : 11.00 Hrs. of 24.02.2016 — [388, 936, 696, 962]
table-header-row: Procurement Officer Bid Identification No. No. of bridge works Availability of tender online for bidding — [781, 932, 1124, 962]
notice-title: “e” Procurement Notice — [494, 759, 649, 775]
tender-notice-kaniha — [12, 1146, 765, 2305]
list-item: ୫୬. ପାୱାର ହାଉସ — [1322, 1857, 1406, 1870]
tender-notice-paradip-port — [944, 80, 1134, 318]
notice-date: Dt.28.01.16 — [1065, 1234, 1123, 1246]
signatory-org: ରାଉରକେଲା ଉନ୍ନୟନ କର୍ତ୍ତୃପକ୍ଷ, ରାଉରକେଲା — [1273, 2023, 1478, 2038]
masthead-page-number: ୧୯ — [1457, 5, 1482, 34]
opening-date: Date and time of opening of the tenders : 04.00 P.M. of 16.02.2016. — [1149, 368, 1459, 380]
notice-date: Date : 01.02.2016 — [1045, 388, 1124, 400]
list-item: ୨୩. ରାଉରକେଲା ଗ୍ରାମ ୟୁନିଟ ନଂ. ୨୩ (ଦେଓଗାଁ) ୨ — [1151, 1405, 1481, 1419]
list-item: 2. Bids must be accompanied with Earnet Money Deposit (Bid Security) of the amount specified against the works in the table Cl. No.6 above in shape of NSC/KVP/Deposit Receipt from Scheduled Bank (valid for minimum one year from date of receipt)/Post Office Saving Bank Pass Book (valid for minimum one year from date of receipt) duly pledged in favour of the Block Development Officer, Kaniha. N.B.: Bank Draft/Pay Orders or Banker's Cheque from any Scheduled Bank in favour of B.D.O., Kaniha shall not be considered as E.M.D. — [24, 1546, 753, 1611]
list-item: ୫୯. ସାନ ବଜାର — [1151, 1892, 1224, 1905]
notice-title: “e” Procurement Notice for bridge works in Odisha — [786, 760, 1118, 800]
gov-line: GOVERNMENT OF ODISHA — [892, 703, 1056, 717]
org-name: ODISHA HYDRO POWER CORPORATION LIMITED, — [1209, 87, 1473, 117]
list-item: 2. Eligibility : 50% of marks in aggregate in Shastri/Acharya/B.A./M.A. Relaxtion of 5% for S.C. and S.T. candidates. Sanskrit as a Honours/Elective subject in B.A./M.A. course is mandatory. In case of inservice candidates “No objection Certificate” from the employer is required. — [781, 1871, 1123, 1939]
org-name: OFFICE OF THE EXECUTIVE ENGINEER, RWSS DIVISION, BERHAMPUR — [50, 702, 328, 731]
list-item: ୨୬. ରାଉରକେଲା ଗ୍ରାମ ୟୁନିଟ ନଂ. ୨୬ (ଝାରବେଡ଼ା) ୩ — [1151, 1466, 1481, 1480]
table-row: 1 Name of the work Execution of balance works of piped water supply project to different rehabilitated villages in Ganjam District under O.D.R.P. — [21, 800, 358, 841]
article-text: ଋଣ ପରିଶୋଧ କରି ନ ପାରି ଗାଁ ଛାଡ଼ି ପଳାଇଥିବା ଜଣେ ଚାଷୀ ୧୪ ବର୍ଷ ଧରି ଘଞ୍ଚ ଜଙ୍ଗଲରେ ବନବାସ କାଟିଥିବା ଘଟଣା ପଦାକୁ ଆସିଛି। ଏହି ଖବର ଶୁଣି ଅଞ୍ଚଳରେ ଚହଳ ପଡ଼ିଯାଇଛି। ଲୋକେ ତାଙ୍କୁ ଦେଖିବାକୁ ଭିଡ଼ ଜମାଉଛନ୍ତି। — [336, 105, 448, 260]
notice-body: The All India Institute of Medical Sciences (AIIMS) Bhubaneswar inviting tender for “Supply & Installation of (1) Auditorium Chair (2) Air Compressor for ICU Ventilator & (3) Laboratory Work Tables at AIIMS, Bhubaneswar” under two Bid Systems. Detailed description, terms & conditions and tender document along with last date of submission of the tender can be viewed and downloaded from the AIIMS, Bhubaneswar website : www.aiimsbhubaneswar.edu.in. The cost of Tender Document downloaded from the website is Rs. 2,000/- (Non Refundable) to be deposited in the form of Demand Draft, drawn from any Nationalized Bank in favour of “AIIMS, Bhubaneswar”. — [780, 465, 1124, 601]
list-item: ୬୦. କଲେଜ ପଡ଼ା — [1322, 1892, 1401, 1905]
list-item: ୩୪. ରାଉରକେଲା ଗ୍ରାମ ୟୁନିଟ ନଂ. ୩୪ (ଉପରପାଡ଼ା) ୬ — [1151, 1630, 1481, 1644]
notice-title: ବିଜ୍ଞପ୍ତି — [1295, 814, 1337, 833]
list-item: ୧୪. ରାଉରକେଲା ଗ୍ରାମ ୟୁନିଟ ନଂ. ୧୪ (ଝିରପାଣି) ୪ — [1151, 1220, 1481, 1234]
notice-subject: Notice inviting tender for “Supply & Installation of Auditorium Chair, Air Compressor for ICU Ventilator & Laboratory Work Tables at AIIMS, Bhubaneswar”. — [780, 421, 1124, 461]
list-item: 1. Name of the work : Constn. of bridge work — [780, 829, 1058, 842]
list-item: ୪୧. ସେକ୍ଟର-୭ — [1151, 1733, 1224, 1746]
notice-body: Name of the work “Construction of new toilet block inside the Dock Canteen premises with other ancillary work”. Estimated Cost ₹ 8,71,240.00, Last date and time of submission of bid 04.02.2016 upto 17:15 Hrs. For details please refer the website — [952, 144, 1126, 256]
bid-identification: Bid Identification No.SE.P.H.C.BHPT-07 of 2015-16 Dt.18.01.2016 — [388, 788, 710, 801]
sale-dates: The Sale of Tender Paper will be from : 05.02.2016 to 01.00 PM of 16.02.2016. — [1149, 327, 1483, 353]
tender-notice-rural-works — [770, 696, 1134, 1182]
